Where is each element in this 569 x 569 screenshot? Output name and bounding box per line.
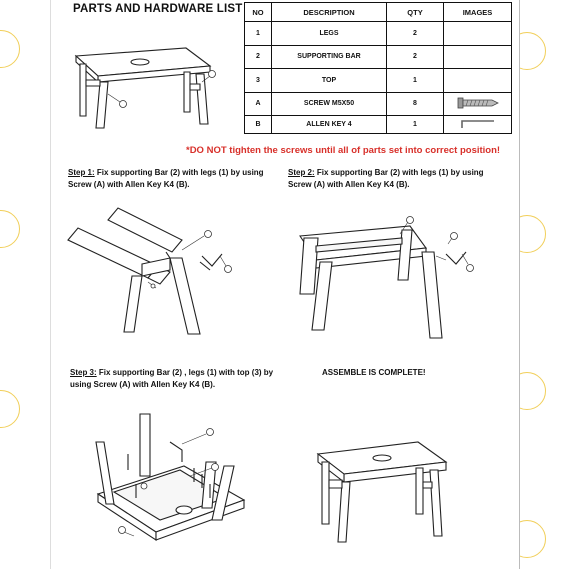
screw-icon [456, 96, 500, 110]
row-no: 3 [245, 69, 272, 93]
step-2-label: Step 2: [288, 168, 315, 177]
row-image [444, 116, 512, 134]
step-1-figure [62, 206, 242, 346]
row-image [444, 45, 512, 69]
allen-key-icon [458, 118, 498, 130]
column-header-no: NO [245, 3, 272, 22]
table-row [245, 116, 512, 134]
step-1-text-2: Screw (A) with Allen Key K4 (B). [68, 180, 190, 189]
step-3-label: Step 3: [70, 368, 97, 377]
warning-note: *DO NOT tighten the screws until all of parts set into correct position! [186, 145, 501, 156]
step-3-instruction [70, 367, 273, 391]
row-description: SUPPORTING BAR [272, 45, 387, 69]
table-row [245, 22, 512, 46]
parts-title: PARTS AND HARDWARE LIST [73, 3, 243, 15]
row-no: B [245, 116, 272, 134]
column-header-images: IMAGES [444, 3, 512, 22]
column-header-qty: QTY [387, 3, 444, 22]
step-2-instruction [288, 167, 484, 191]
step-3-figure [84, 412, 254, 562]
row-description: SCREW M5X50 [272, 92, 387, 116]
assembly-complete-label: ASSEMBLE IS COMPLETE! [322, 368, 426, 377]
step-3-text-2: using Screw (A) with Allen Key K4 (B). [70, 380, 216, 389]
parts-overview-figure [68, 24, 228, 134]
row-description: ALLEN KEY 4 [272, 116, 387, 134]
row-qty: 1 [387, 116, 444, 134]
step-1-instruction [68, 167, 264, 191]
step-1-label: Step 1: [68, 168, 95, 177]
decorative-circle [0, 210, 20, 248]
table-row [245, 92, 512, 116]
table-header-row [245, 3, 512, 22]
table-row [245, 69, 512, 93]
step-2-text-2: Screw (A) with Allen Key K4 (B). [288, 180, 410, 189]
row-no: 2 [245, 45, 272, 69]
row-description: LEGS [272, 22, 387, 46]
row-image [444, 22, 512, 46]
column-header-description: DESCRIPTION [272, 3, 387, 22]
row-qty: 8 [387, 92, 444, 116]
row-image [444, 69, 512, 93]
row-no: A [245, 92, 272, 116]
decorative-circle [0, 390, 20, 428]
row-qty: 1 [387, 69, 444, 93]
row-qty: 2 [387, 22, 444, 46]
parts-table [244, 2, 512, 134]
step-2-text: Fix supporting Bar (2) with legs (1) by using [314, 168, 484, 177]
step-1-text: Fix supporting Bar (2) with legs (1) by using [94, 168, 264, 177]
row-no: 1 [245, 22, 272, 46]
step-2-figure [290, 208, 490, 348]
row-qty: 2 [387, 45, 444, 69]
decorative-circle [0, 30, 20, 68]
row-description: TOP [272, 69, 387, 93]
step-3-text: Fix supporting Bar (2) , legs (1) with top (3) by [96, 368, 274, 377]
row-image [444, 92, 512, 116]
assembled-stool-figure [314, 424, 464, 554]
table-row [245, 45, 512, 69]
